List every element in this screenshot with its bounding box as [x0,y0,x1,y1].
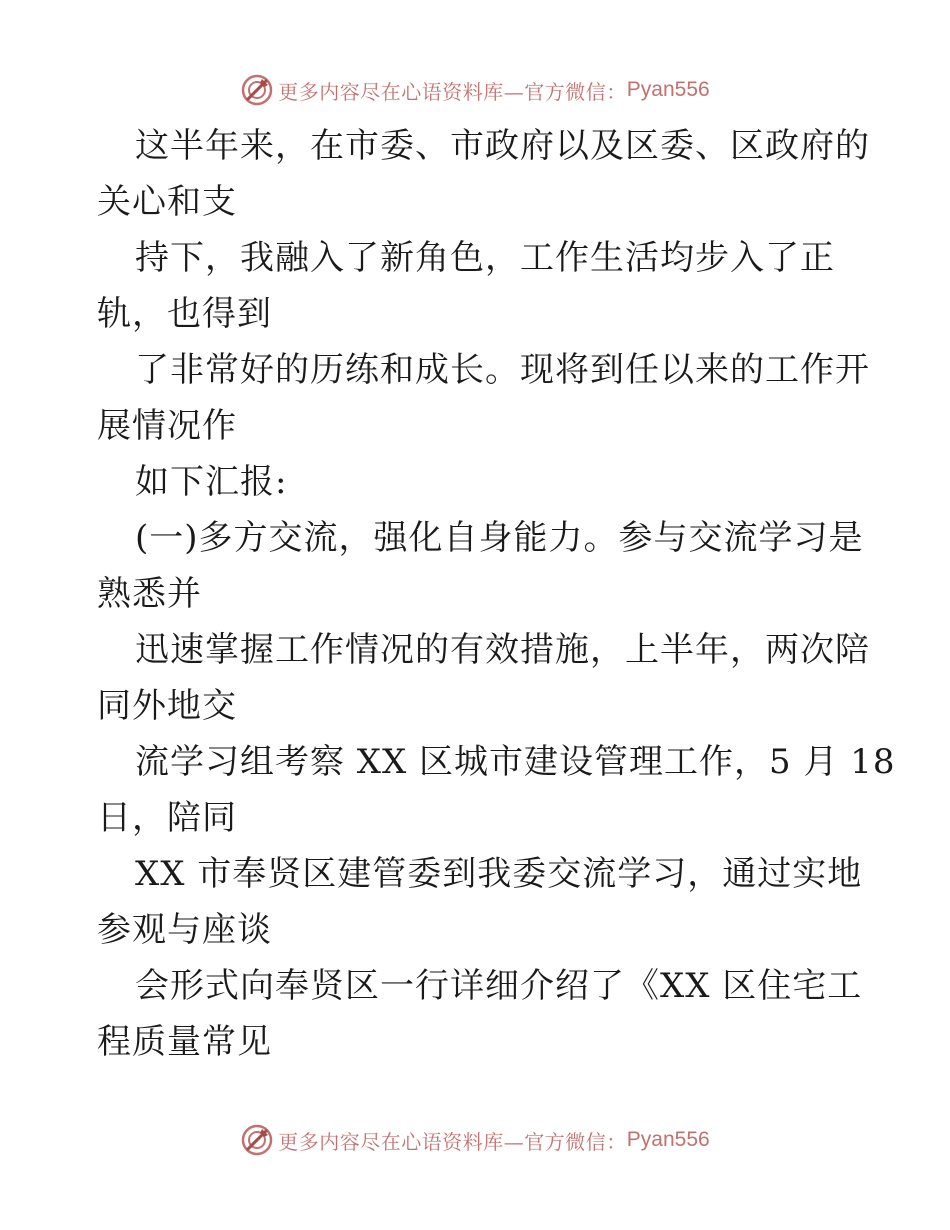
paragraph-line: 了非常好的历练和成长。现将到任以来的工作开 [135,350,870,390]
paragraph-line: (一)多方交流，强化自身能力。参与交流学习是 [135,518,864,558]
paragraph-line: 如下汇报: [135,462,288,502]
paragraph-line: 熟悉并 [97,574,202,614]
paragraph-line: 会形式向奉贤区一行详细介绍了《XX 区住宅工 [135,966,863,1006]
paragraph [97,622,870,734]
paragraph [97,454,857,510]
paragraph-line: XX 市奉贤区建管委到我委交流学习，通过实地 [135,854,863,894]
footer-watermark [0,1120,950,1160]
watermark-id: Pyan556 [626,1128,710,1151]
paragraph-line: 流学习组考察 XX 区城市建设管理工作，5 月 18 [135,742,896,782]
paragraph [97,510,864,622]
paragraph-line: 持下，我融入了新角色，工作生活均步入了正 [135,238,835,278]
watermark-id: Pyan556 [626,78,710,101]
paragraph [97,118,870,230]
paragraph-line: 迅速掌握工作情况的有效措施，上半年，两次陪 [135,630,870,670]
paragraph [97,230,857,342]
logo-icon [240,1123,274,1157]
watermark-text: 更多内容尽在心语资料库—官方微信： [278,79,627,104]
paragraph-line: 参观与座谈 [97,910,272,950]
paragraph-line: 日，陪同 [97,798,237,838]
paragraph-line: 展情况作 [97,406,237,446]
paragraph [97,958,863,1070]
paragraph-line: 这半年来，在市委、市政府以及区委、区政府的 [135,126,870,166]
paragraph [97,846,863,958]
paragraph [97,734,896,846]
logo-icon [240,73,274,107]
watermark-text: 更多内容尽在心语资料库—官方微信： [278,1129,627,1154]
paragraph-line: 关心和支 [97,182,237,222]
document-body [97,118,896,1070]
paragraph [97,342,870,454]
paragraph-line: 同外地交 [97,686,237,726]
paragraph-line: 轨，也得到 [97,294,272,334]
paragraph-line: 程质量常见 [97,1022,272,1062]
header-watermark [0,70,950,110]
